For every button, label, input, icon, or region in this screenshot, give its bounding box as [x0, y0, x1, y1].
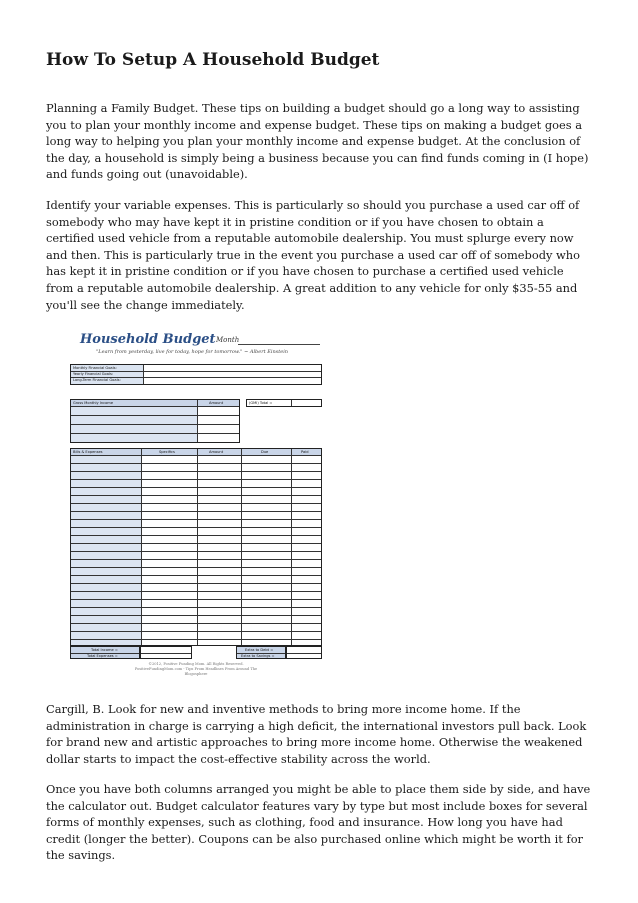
paragraph-4: Once you have both columns arranged you might be able to place them side by side, and have the calculator out. Budget calculator features vary by type but most include boxes for several forms of monthly expenses, such as clothing, food and insurance. How long you have had credit (longer the better). Coupons can be also purchased online which might be worth it for the savings. [46, 782, 591, 863]
income-row-line [71, 406, 239, 407]
due-header: Due [261, 450, 269, 454]
expense-row-line [71, 639, 321, 640]
goal-label: Yearly Financial Goals: [73, 372, 114, 376]
goal-label: Long-Term Financial Goals: [73, 378, 121, 382]
paragraph-2: Identify your variable expenses. This is particularly so should you purchase a used car off of somebody who may have kept it in pristine condition or if you have chosen to obtain a certified used vehicle from a reputable automobile dealership. You must splurge every now and then. This is particularly true in the event you purchase a used car off of somebody who has kept it in pristine condition or if you have chosen to purchase a certified used vehicle from a reputable automobile dealership. A great addition to any vehicle for only $35-55 and you'll see the change immediately. [46, 198, 580, 312]
extra-debt-label: Extra to Debt = [245, 648, 274, 652]
page-title: How To Setup A Household Budget [46, 50, 380, 70]
paid-header: Paid [301, 450, 309, 454]
expenses-header: Bills & Expenses [73, 450, 103, 454]
expenses-label-column [71, 455, 141, 645]
form-footer-line-2: PositiveFundingMom.com - Tips From Headlines From Around The Blogosphere [134, 667, 258, 676]
expense-row-line [71, 519, 321, 520]
expense-row-line [71, 527, 321, 528]
paragraph-3: Cargill, B. Look for new and inventive methods to bring more income home. If the administration in charge is carrying a high deficit, the international investors pull back. Look for brand new and artistic approaches to bring more income home. Otherwise the weakened dollar starts to impact the cost-effective stability across the world. [46, 702, 587, 766]
gmi-divider [291, 400, 292, 406]
totals-left-values [140, 646, 192, 659]
expense-row-line [71, 463, 321, 464]
expense-row-line [71, 591, 321, 592]
expense-row-line [71, 495, 321, 496]
totals-right-values [286, 646, 322, 659]
income-row-line [71, 415, 239, 416]
totals-row-line [287, 653, 321, 654]
expense-row-line [71, 455, 321, 456]
income-row-line [71, 424, 239, 425]
amount-header: Amount [209, 450, 224, 454]
form-quote: "Learn from yesterday, live for today, hope for tomorrow." ~ Albert Einstein [96, 349, 289, 355]
form-footer-line-1: ©2012, Positive Funding Mom. All Rights Reserved. [148, 662, 244, 666]
form-title: Household Budget [80, 332, 216, 347]
month-label: Month [216, 336, 240, 344]
month-line [238, 344, 320, 345]
goal-label: Monthly Financial Goals: [73, 366, 117, 370]
form-footer [126, 662, 266, 677]
household-budget-form-image [66, 328, 326, 682]
goals-table [70, 364, 322, 385]
expense-row-line [71, 551, 321, 552]
expense-row-line [71, 631, 321, 632]
expense-row-line [71, 471, 321, 472]
gmi-total-label: (GMI) Total = [249, 401, 273, 405]
expense-row-line [71, 543, 321, 544]
expense-row-line [71, 479, 321, 480]
expenses-table [70, 448, 322, 646]
amount-header: Amount [209, 401, 224, 405]
expense-row-line [71, 575, 321, 576]
total-expenses-label: Total Expenses = [87, 654, 118, 658]
goals-divider [143, 365, 144, 384]
expense-row-line [71, 511, 321, 512]
expense-row-line [71, 535, 321, 536]
income-header: Gross Monthly Income [73, 401, 114, 405]
income-row-line [71, 433, 239, 434]
expense-row-line [71, 487, 321, 488]
expense-row-line [71, 615, 321, 616]
expense-row-line [71, 599, 321, 600]
expense-row-line [71, 607, 321, 608]
expense-row-line [71, 503, 321, 504]
expense-row-line [71, 559, 321, 560]
paragraph-1: Planning a Family Budget. These tips on building a budget should go a long way to assisting you to plan your monthly income and expense budget. These tips on making a budget goes a long way to helping you plan your monthly income and expense budget. At the conclusion of the day, a household is simply being a business because you can find funds coming in (I hope) and funds going out (unavoidable). [46, 101, 589, 182]
income-table [70, 399, 240, 443]
total-income-label: Total Income = [91, 648, 118, 652]
expense-row-line [71, 623, 321, 624]
extra-savings-label: Extra to Savings = [241, 654, 275, 658]
totals-right-box [236, 646, 286, 659]
totals-row-line [141, 653, 191, 654]
expense-row-line [71, 567, 321, 568]
gmi-total-box [246, 399, 322, 407]
expense-row-line [71, 583, 321, 584]
totals-left-box [70, 646, 140, 659]
specifics-header: Specifics [159, 450, 175, 454]
